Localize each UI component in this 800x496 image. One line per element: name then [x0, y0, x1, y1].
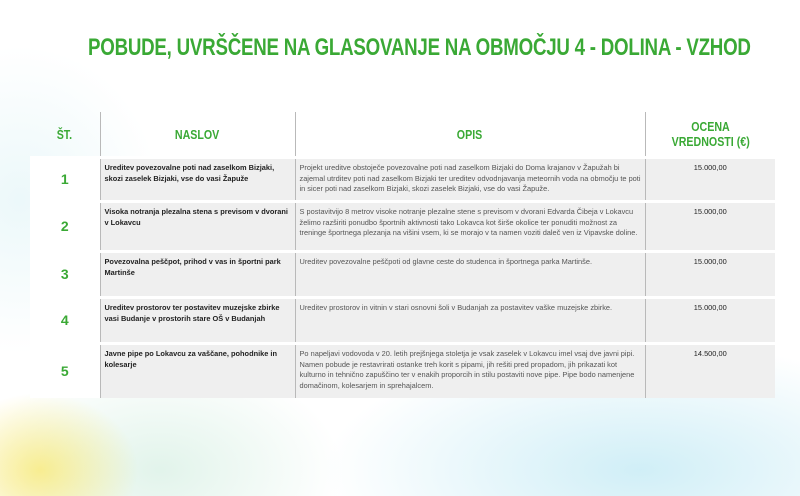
header-st: ŠT. [57, 126, 73, 142]
row-title: Povezovalna peščpot, prihod v vas in športni park Martinše [100, 252, 295, 298]
row-description: S postavitvijo 8 metrov visoke notranje plezalne stene s previsom v dvorani Edvarda Čibeja v Lokavcu želimo razširiti ponudbo športnih aktivnosti tako Lokavca kot širše okolice ter ponuditi možnost za treninge športnega plezanja na višini vsem, ki se morajo v ta namen voziti daleč ven iz Vipavske doline. [295, 202, 645, 252]
row-title: Visoka notranja plezalna stena s previsom v dvorani v Lokavcu [100, 202, 295, 252]
table-row [30, 202, 775, 252]
row-description: Ureditev povezovalne peščpoti od glavne ceste do studenca in športnega parka Martinše. [295, 252, 645, 298]
header-naslov: NASLOV [100, 112, 295, 158]
table-row [30, 158, 775, 202]
row-value: 14.500,00 [645, 344, 775, 398]
row-number: 5 [30, 344, 100, 398]
proposals-table [30, 112, 775, 398]
header-ocena: OCENA VREDNOSTI (€) [645, 112, 775, 158]
table-row [30, 298, 775, 344]
row-number: 2 [30, 202, 100, 252]
row-number: 3 [30, 252, 100, 298]
row-title: Ureditev prostorov ter postavitev muzejske zbirke vasi Budanje v prostorih stare OŠ v Budanjah [100, 298, 295, 344]
row-title: Javne pipe po Lokavcu za vaščane, pohodnike in kolesarje [100, 344, 295, 398]
row-number: 1 [30, 158, 100, 202]
table-row [30, 344, 775, 398]
header-opis: OPIS [295, 112, 645, 158]
row-value: 15.000,00 [645, 252, 775, 298]
table-row [30, 252, 775, 298]
row-description: Projekt ureditve obstoječe povezovalne poti nad zaselkom Bizjaki do Doma krajanov v Žapužah bi zajemal utrditev poti nad zaselkom Bizjaki ter ureditev odvodnjavanja meteornih voda na območju te poti in sicer poti nad zaselkom Bizjaki, skozi zaselek Bizjaki, vse do vasi Žapuže. [295, 158, 645, 202]
page-title: POBUDE, UVRŠČENE NA GLASOVANJE NA OBMOČJU 4 - DOLINA - VZHOD [88, 34, 751, 61]
table-header-row [30, 112, 775, 158]
row-number: 4 [30, 298, 100, 344]
row-description: Po napeljavi vodovoda v 20. letih prejšnjega stoletja je vsak zaselek v Lokavcu imel vsaj dve javni pipi. Namen pobude je restavrirati ostanke treh korit s pipami, jih rešiti pred propadom, jih prikazati kot kulturno in tehnično zapuščino ter v enakih proporcih in stilu postaviti nove pipe. Pipe bodo namenjene domačinom, kolesarjem in sprehajalcem. [295, 344, 645, 398]
row-title: Ureditev povezovalne poti nad zaselkom Bizjaki, skozi zaselek Bizjaki, vse do vasi Žapuže [100, 158, 295, 202]
row-value: 15.000,00 [645, 202, 775, 252]
row-value: 15.000,00 [645, 298, 775, 344]
row-description: Ureditev prostorov in vitnin v stari osnovni šoli v Budanjah za postavitev vaške muzejske zbirke. [295, 298, 645, 344]
row-value: 15.000,00 [645, 158, 775, 202]
